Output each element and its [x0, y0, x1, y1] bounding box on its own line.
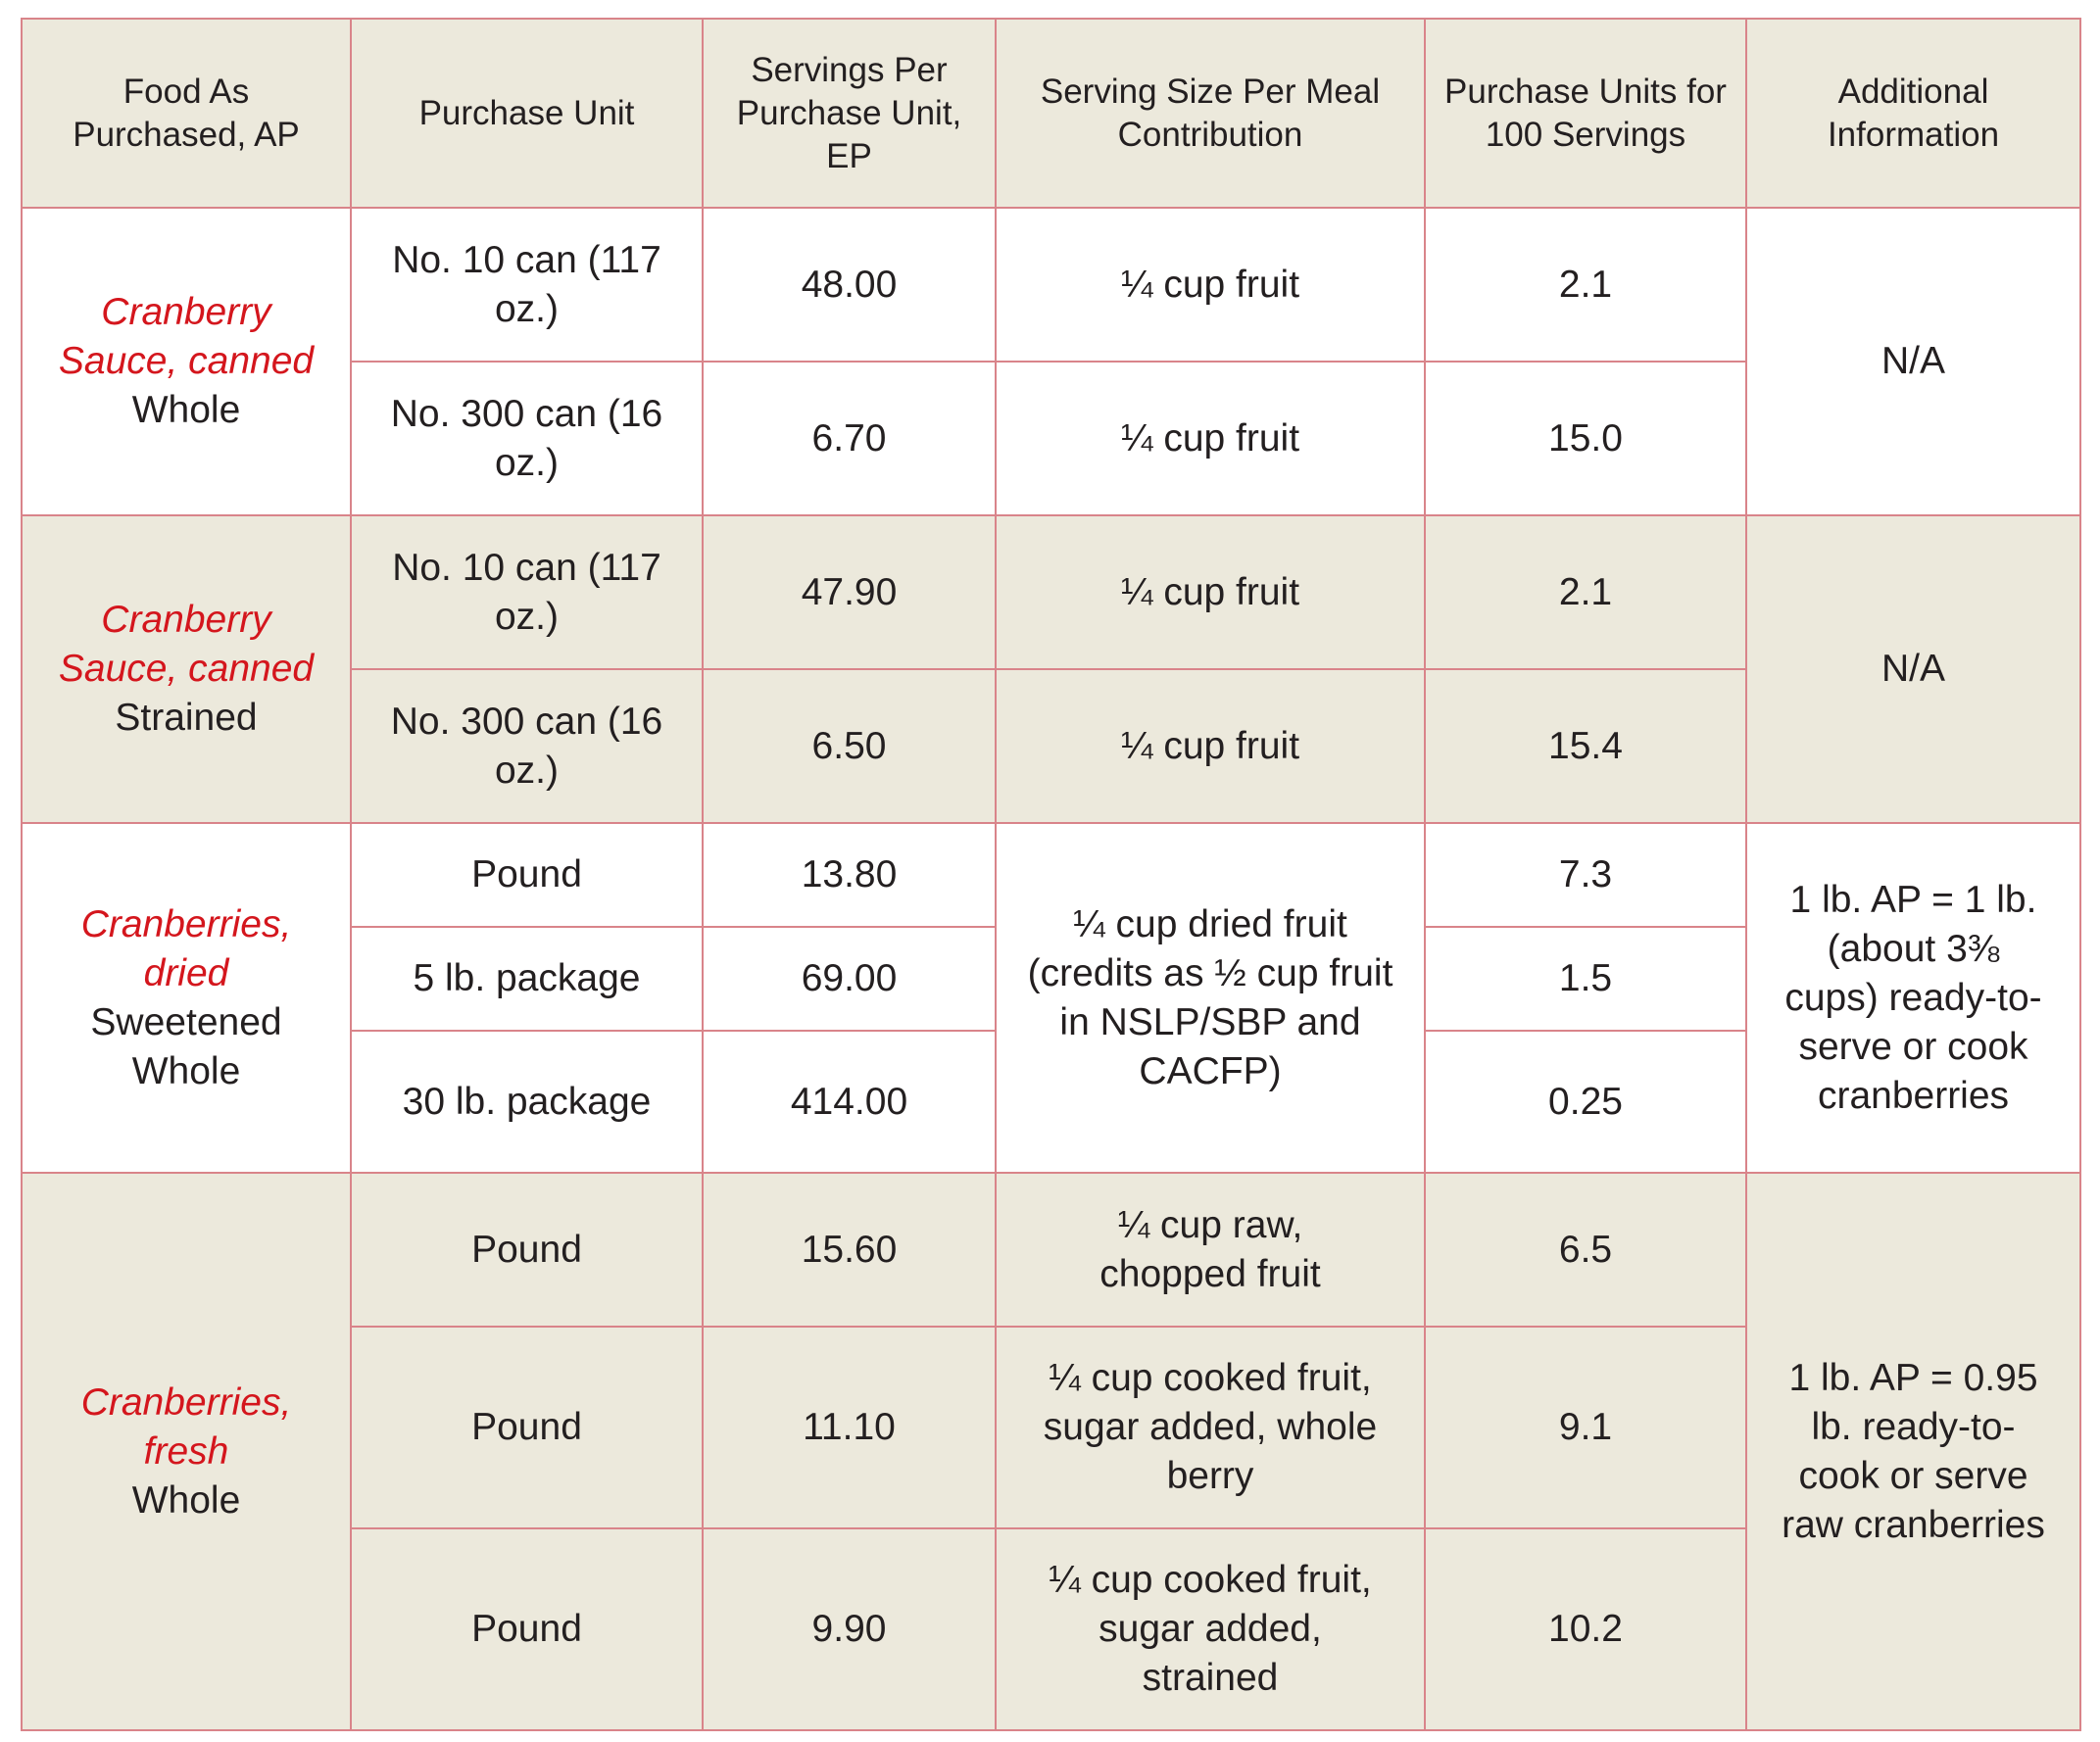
table-row [22, 823, 2080, 927]
table-row [22, 208, 2080, 362]
purchase-unit-cell: 30 lb. package [351, 1031, 703, 1173]
header-units-100: Purchase Units for 100 Servings [1425, 19, 1746, 208]
servings-cell: 69.00 [703, 927, 996, 1031]
header-purchase-unit: Purchase Unit [351, 19, 703, 208]
food-form: Whole [131, 1049, 241, 1092]
servings-cell: 6.50 [703, 669, 996, 823]
units-100-cell: 2.1 [1425, 208, 1746, 362]
serving-size-cell: ¼ cup dried fruit (credits as ½ cup fruit in NSLP/SBP and CACFP) [996, 823, 1425, 1173]
purchase-unit-cell: 5 lb. package [351, 927, 703, 1031]
header-serving-size: Serving Size Per Meal Contribution [996, 19, 1425, 208]
food-form: Whole [131, 1478, 241, 1522]
additional-info-cell: N/A [1746, 515, 2080, 823]
food-form: Whole [131, 389, 241, 431]
purchase-unit-cell: No. 300 can (16 oz.) [351, 669, 703, 823]
food-name: Sauce, canned [58, 340, 315, 382]
servings-cell: 414.00 [703, 1031, 996, 1173]
serving-size-cell: ¼ cup cooked fruit, sugar added, strained [996, 1528, 1425, 1730]
table-row [22, 1173, 2080, 1327]
units-100-cell: 9.1 [1425, 1327, 1746, 1528]
servings-cell: 6.70 [703, 362, 996, 515]
food-name: Sauce, canned [58, 648, 315, 690]
cranberry-yield-table [21, 18, 2081, 1731]
food-name: Cranberries, [80, 902, 292, 945]
serving-size-cell: ¼ cup fruit [996, 208, 1425, 362]
food-form: Strained [115, 697, 258, 739]
purchase-unit-cell: No. 300 can (16 oz.) [351, 362, 703, 515]
food-name-cell [22, 515, 351, 823]
food-name: fresh [143, 1429, 229, 1473]
servings-cell: 9.90 [703, 1528, 996, 1730]
food-name-cell [22, 208, 351, 515]
serving-size-cell: ¼ cup fruit [996, 669, 1425, 823]
serving-size-cell: ¼ cup raw, chopped fruit [996, 1173, 1425, 1327]
serving-size-cell: ¼ cup fruit [996, 515, 1425, 669]
serving-size-cell: ¼ cup cooked fruit, sugar added, whole berry [996, 1327, 1425, 1528]
servings-cell: 13.80 [703, 823, 996, 927]
food-name: Cranberry [101, 599, 271, 641]
purchase-unit-cell: Pound [351, 1173, 703, 1327]
additional-info-cell: 1 lb. AP = 0.95 lb. ready-to-cook or serve raw cranberries [1746, 1173, 2080, 1730]
servings-cell: 48.00 [703, 208, 996, 362]
additional-info-cell: N/A [1746, 208, 2080, 515]
purchase-unit-cell: No. 10 can (117 oz.) [351, 515, 703, 669]
units-100-cell: 0.25 [1425, 1031, 1746, 1173]
purchase-unit-cell: No. 10 can (117 oz.) [351, 208, 703, 362]
units-100-cell: 7.3 [1425, 823, 1746, 927]
header-additional-info: Additional Information [1746, 19, 2080, 208]
units-100-cell: 2.1 [1425, 515, 1746, 669]
units-100-cell: 1.5 [1425, 927, 1746, 1031]
header-servings-per-unit: Servings Per Purchase Unit, EP [703, 19, 996, 208]
food-name: dried [143, 951, 229, 994]
units-100-cell: 15.4 [1425, 669, 1746, 823]
food-name-cell [22, 1173, 351, 1730]
units-100-cell: 6.5 [1425, 1173, 1746, 1327]
table-row [22, 515, 2080, 669]
servings-cell: 15.60 [703, 1173, 996, 1327]
serving-size-cell: ¼ cup fruit [996, 362, 1425, 515]
food-name: Cranberry [101, 291, 271, 333]
purchase-unit-cell: Pound [351, 1528, 703, 1730]
food-name: Cranberries, [80, 1380, 292, 1424]
units-100-cell: 10.2 [1425, 1528, 1746, 1730]
header-food: Food As Purchased, AP [22, 19, 351, 208]
servings-cell: 47.90 [703, 515, 996, 669]
header-row [22, 19, 2080, 208]
purchase-unit-cell: Pound [351, 823, 703, 927]
purchase-unit-cell: Pound [351, 1327, 703, 1528]
servings-cell: 11.10 [703, 1327, 996, 1528]
additional-info-cell: 1 lb. AP = 1 lb. (about 3⅜ cups) ready-to-serve or cook cranberries [1746, 823, 2080, 1173]
food-form: Sweetened [90, 1000, 282, 1043]
food-name-cell [22, 823, 351, 1173]
units-100-cell: 15.0 [1425, 362, 1746, 515]
